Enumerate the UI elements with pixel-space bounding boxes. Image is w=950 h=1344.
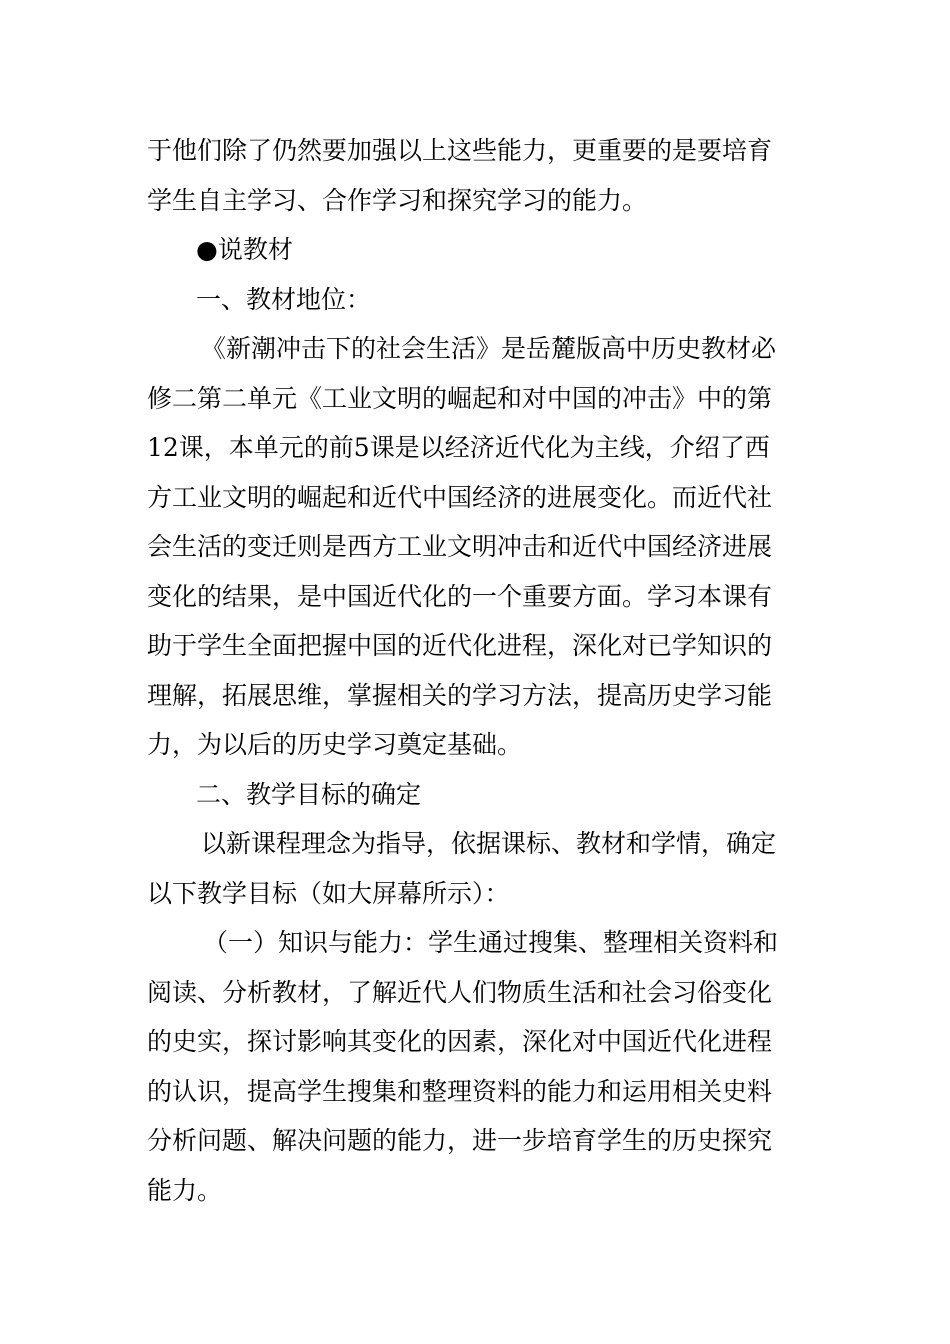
text-line-11: 助于学生全面把握中国的近代化进程，深化对已学知识的 xyxy=(147,631,773,660)
text-line-6: 修二第二单元《工业文明的崛起和对中国的冲击》中的第 xyxy=(147,384,773,413)
text-line-15: 以新课程理念为指导，依据课标、教材和学情，确定 xyxy=(201,829,777,858)
subheading-jiaocai-diwei: 一、教材地位： xyxy=(196,285,372,314)
text-line-2: 学生自主学习、合作学习和探究学习的能力。 xyxy=(147,186,648,215)
text-line-5: 《新潮冲击下的社会生活》是岳麓版高中历史教材必 xyxy=(201,334,777,363)
section-heading-jiaocai: ●说教材 xyxy=(196,235,293,264)
text-line-16: 以下教学目标（如大屏幕所示）： xyxy=(147,879,510,908)
text-line-21: 分析问题、解决问题的能力，进一步培育学生的历史探究 xyxy=(147,1126,773,1155)
text-line-8: 方工业文明的崛起和近代中国经济的进展变化。而近代社 xyxy=(147,483,773,512)
text-line-22: 能力。 xyxy=(147,1176,223,1205)
text-line-13: 力，为以后的历史学习奠定基础。 xyxy=(147,730,523,759)
text-line-10: 变化的结果，是中国近代化的一个重要方面。学习本课有 xyxy=(147,582,773,611)
text-line-1: 于他们除了仍然要加强以上这些能力，更重要的是要培育 xyxy=(147,136,773,165)
text-line-19: 的史实，探讨影响其变化的因素，深化对中国近代化进程 xyxy=(147,1027,773,1056)
text-line-12: 理解，拓展思维，掌握相关的学习方法，提高历史学习能 xyxy=(147,681,773,710)
text-line-7: 12课，本单元的前5课是以经济近代化为主线，介绍了西 xyxy=(147,433,770,462)
text-line-9: 会生活的变迁则是西方工业文明冲击和近代中国经济进展 xyxy=(147,532,773,561)
text-line-20: 的认识，提高学生搜集和整理资料的能力和运用相关史料 xyxy=(147,1077,773,1106)
subheading-jiaoxue-mubiao: 二、教学目标的确定 xyxy=(196,780,422,809)
text-line-17: （一）知识与能力：学生通过搜集、整理相关资料和 xyxy=(203,928,779,957)
text-line-18: 阅读、分析教材，了解近代人们物质生活和社会习俗变化 xyxy=(147,978,773,1007)
